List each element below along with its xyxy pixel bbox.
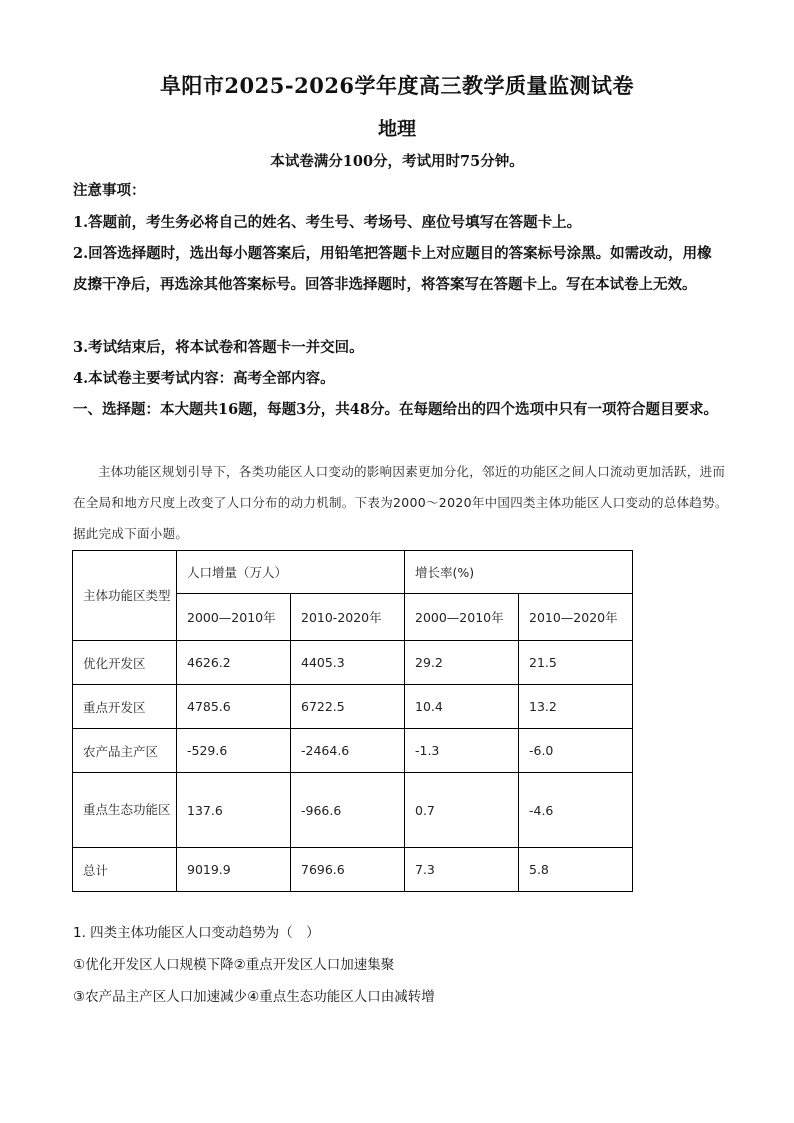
note-item-2: 2.回答选择题时，选出每小题答案后，用铅笔把答题卡上对应题目的答案标号涂黑。如需改动，用橡皮擦干净后，再选涂其他答案标号。回答非选择题时，将答案写在答题卡上。写在本试卷上无效。	[73, 245, 712, 293]
population-table	[72, 550, 633, 892]
header-rate: 增长率(%)	[405, 551, 633, 594]
cell-value: -4.6	[519, 773, 633, 848]
exam-title: 阜阳市2025-2026学年度高三教学质量监测试卷	[159, 73, 635, 98]
cell-value: 29.2	[405, 641, 519, 685]
header-period: 2000—2010年	[405, 594, 519, 641]
note-item-4: 4.本试卷主要考试内容：高考全部内容。	[73, 370, 335, 387]
cell-type: 重点生态功能区	[73, 773, 177, 848]
cell-value: 4785.6	[177, 685, 291, 729]
cell-value: 6722.5	[291, 685, 405, 729]
cell-value: 0.7	[405, 773, 519, 848]
subject-title: 地理	[377, 118, 416, 140]
note-item-1: 1.答题前，考生务必将自己的姓名、考生号、考场号、座位号填写在答题卡上。	[73, 214, 582, 231]
table-row	[73, 685, 633, 729]
section-heading: 一、选择题：本大题共16题，每题3分，共48分。在每题给出的四个选项中只有一项符合题目要求。	[73, 401, 718, 418]
cell-value: -2464.6	[291, 729, 405, 773]
notes-heading: 注意事项：	[73, 182, 146, 199]
cell-value: 21.5	[519, 641, 633, 685]
header-period: 2010—2020年	[519, 594, 633, 641]
header-increase: 人口增量（万人）	[177, 551, 405, 594]
question-1-options-line-1: ①优化开发区人口规模下降②重点开发区人口加速集聚	[73, 957, 395, 973]
cell-type: 农产品主产区	[73, 729, 177, 773]
cell-value: 4405.3	[291, 641, 405, 685]
cell-value: 137.6	[177, 773, 291, 848]
cell-value: -529.6	[177, 729, 291, 773]
cell-value: -6.0	[519, 729, 633, 773]
header-period: 2010-2020年	[291, 594, 405, 641]
cell-value: 5.8	[519, 848, 633, 892]
cell-value: 7.3	[405, 848, 519, 892]
header-period: 2000—2010年	[177, 594, 291, 641]
cell-value: 9019.9	[177, 848, 291, 892]
cell-value: 10.4	[405, 685, 519, 729]
reading-passage: 主体功能区规划引导下，各类功能区人口变动的影响因素更加分化，邻近的功能区之间人口流动更加活跃，进而在全局和地方尺度上改变了人口分布的动力机制。下表为2000～2020年中国四类主体功能区人口变动的总体趋势。据此完成下面小题。	[73, 464, 728, 541]
question-1-stem: 1. 四类主体功能区人口变动趋势为（ ）	[73, 925, 320, 941]
header-type: 主体功能区类型	[73, 551, 177, 641]
note-item-3: 3.考试结束后，将本试卷和答题卡一并交回。	[73, 339, 364, 356]
cell-value: -1.3	[405, 729, 519, 773]
cell-value: 4626.2	[177, 641, 291, 685]
cell-value: 7696.6	[291, 848, 405, 892]
table-row	[73, 773, 633, 848]
table-row	[73, 729, 633, 773]
cell-value: 13.2	[519, 685, 633, 729]
cell-type: 优化开发区	[73, 641, 177, 685]
cell-type: 重点开发区	[73, 685, 177, 729]
cell-type: 总计	[73, 848, 177, 892]
cell-value: -966.6	[291, 773, 405, 848]
table-row	[73, 848, 633, 892]
exam-info: 本试卷满分100分，考试用时75分钟。	[270, 153, 524, 170]
question-1-options-line-2: ③农产品主产区人口加速减少④重点生态功能区人口由减转增	[73, 989, 435, 1005]
table-row	[73, 641, 633, 685]
